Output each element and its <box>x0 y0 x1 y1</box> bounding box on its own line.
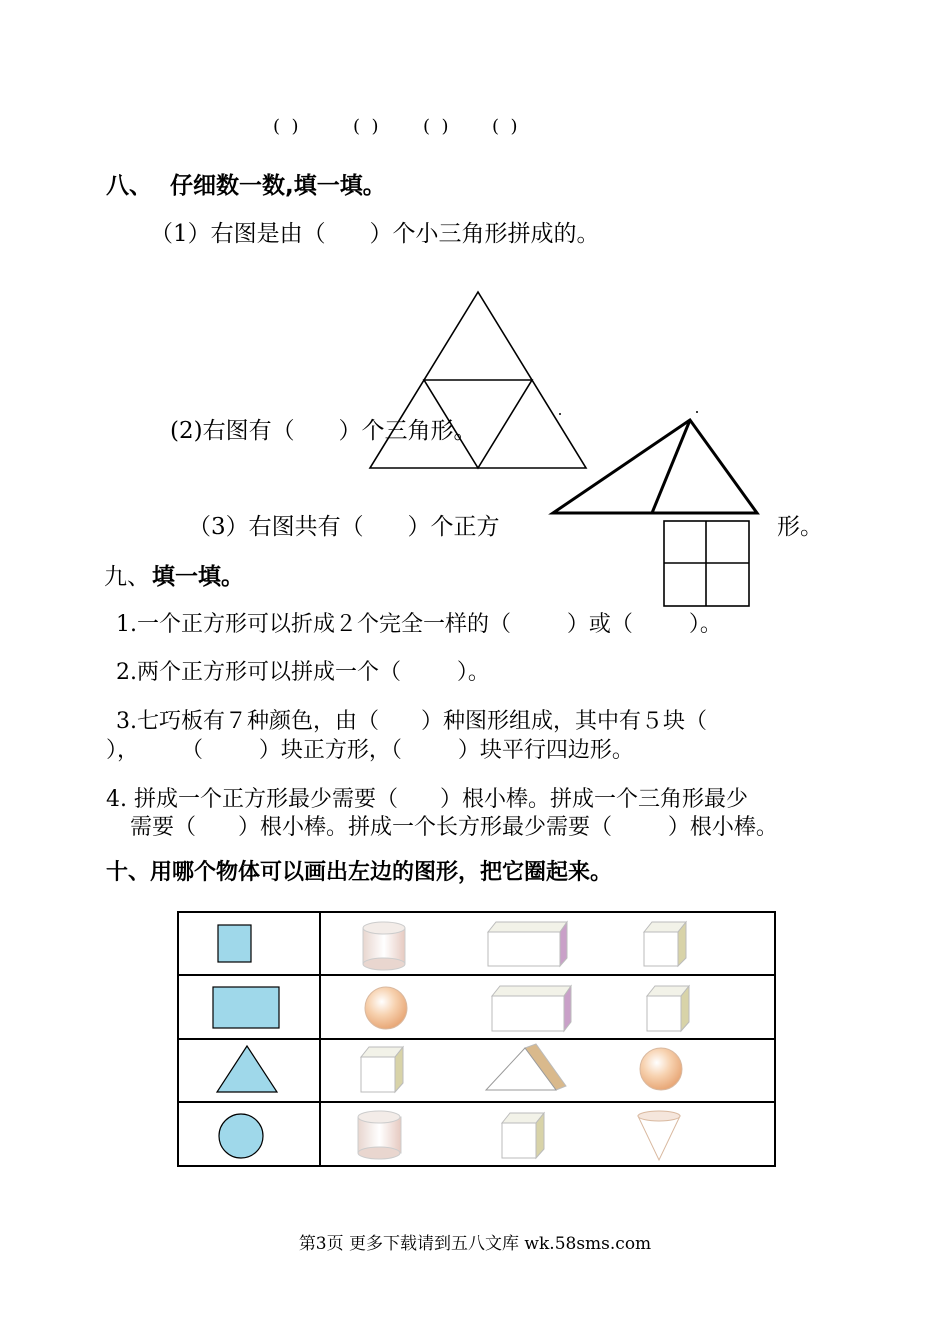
answer-paren-4: ( ) <box>492 116 518 137</box>
section-10-heading: 十、用哪个物体可以画出左边的图形，把它圈起来。 <box>106 860 613 885</box>
section-9-question-4-line-2: 需要（ ）根小棒。拼成一个长方形最少需要（ ）根小棒。 <box>130 815 778 840</box>
section-9-number: 九、 <box>104 564 150 590</box>
section-9-question-3-line-1: 3.七巧板有７种颜色，由（ ）种图形组成，其中有５块（ <box>116 709 707 734</box>
section-9-question-2: 2.两个正方形可以拼成一个（ ）。 <box>116 660 490 685</box>
cylinder-object <box>358 1111 401 1159</box>
section-8-question-1: （1）右图是由（ ）个小三角形拼成的。 <box>150 221 600 247</box>
page-footer: 第3页 更多下载请到五八文库 wk.58sms.com <box>298 1234 652 1254</box>
cone-object <box>638 1111 680 1160</box>
section-8-question-3-tail: 形。 <box>777 514 823 540</box>
section-8-heading: 仔细数一数,填一填。 <box>170 173 386 199</box>
triangle-shape <box>217 1046 277 1092</box>
answer-paren-1: ( ) <box>273 116 299 137</box>
section-9-question-4-line-1: 4. 拼成一个正方形最少需要（ ）根小棒。拼成一个三角形最少 <box>106 787 748 812</box>
rectangular-box-object <box>492 986 571 1031</box>
square-shape <box>218 925 251 962</box>
rectangle-shape <box>213 987 279 1028</box>
cube-object <box>644 922 686 966</box>
circle-shape <box>219 1114 263 1158</box>
section-8-question-3: （3）右图共有（ ）个正方 <box>188 514 500 540</box>
answer-paren-3: ( ) <box>423 116 449 137</box>
sphere-object <box>365 987 407 1029</box>
cube-object <box>647 986 689 1031</box>
sphere-object <box>640 1048 682 1090</box>
section-9-question-3-line-2: ）， （ ）块正方形，（ ）块平行四边形。 <box>106 738 634 763</box>
triangle-figure-2 <box>553 420 757 513</box>
section-8-number: 八、 <box>106 173 152 199</box>
triangle-figure-1 <box>370 292 586 468</box>
cube-object <box>502 1113 544 1158</box>
section-9-question-1: 1.一个正方形可以折成２个完全一样的（ ）或（ ）。 <box>116 612 722 637</box>
cube-object <box>361 1047 403 1092</box>
answer-paren-2: ( ) <box>353 116 379 137</box>
section-8-question-2: (2)右图有（ ）个三角形。 <box>170 418 477 444</box>
square-grid-figure <box>664 521 749 606</box>
cylinder-object <box>363 922 405 970</box>
stray-dot-1 <box>559 413 561 415</box>
rectangular-box-object <box>488 922 567 966</box>
triangular-prism-object <box>486 1044 566 1090</box>
section-9-heading: 填一填。 <box>152 564 244 590</box>
stray-dot-2 <box>696 411 698 413</box>
